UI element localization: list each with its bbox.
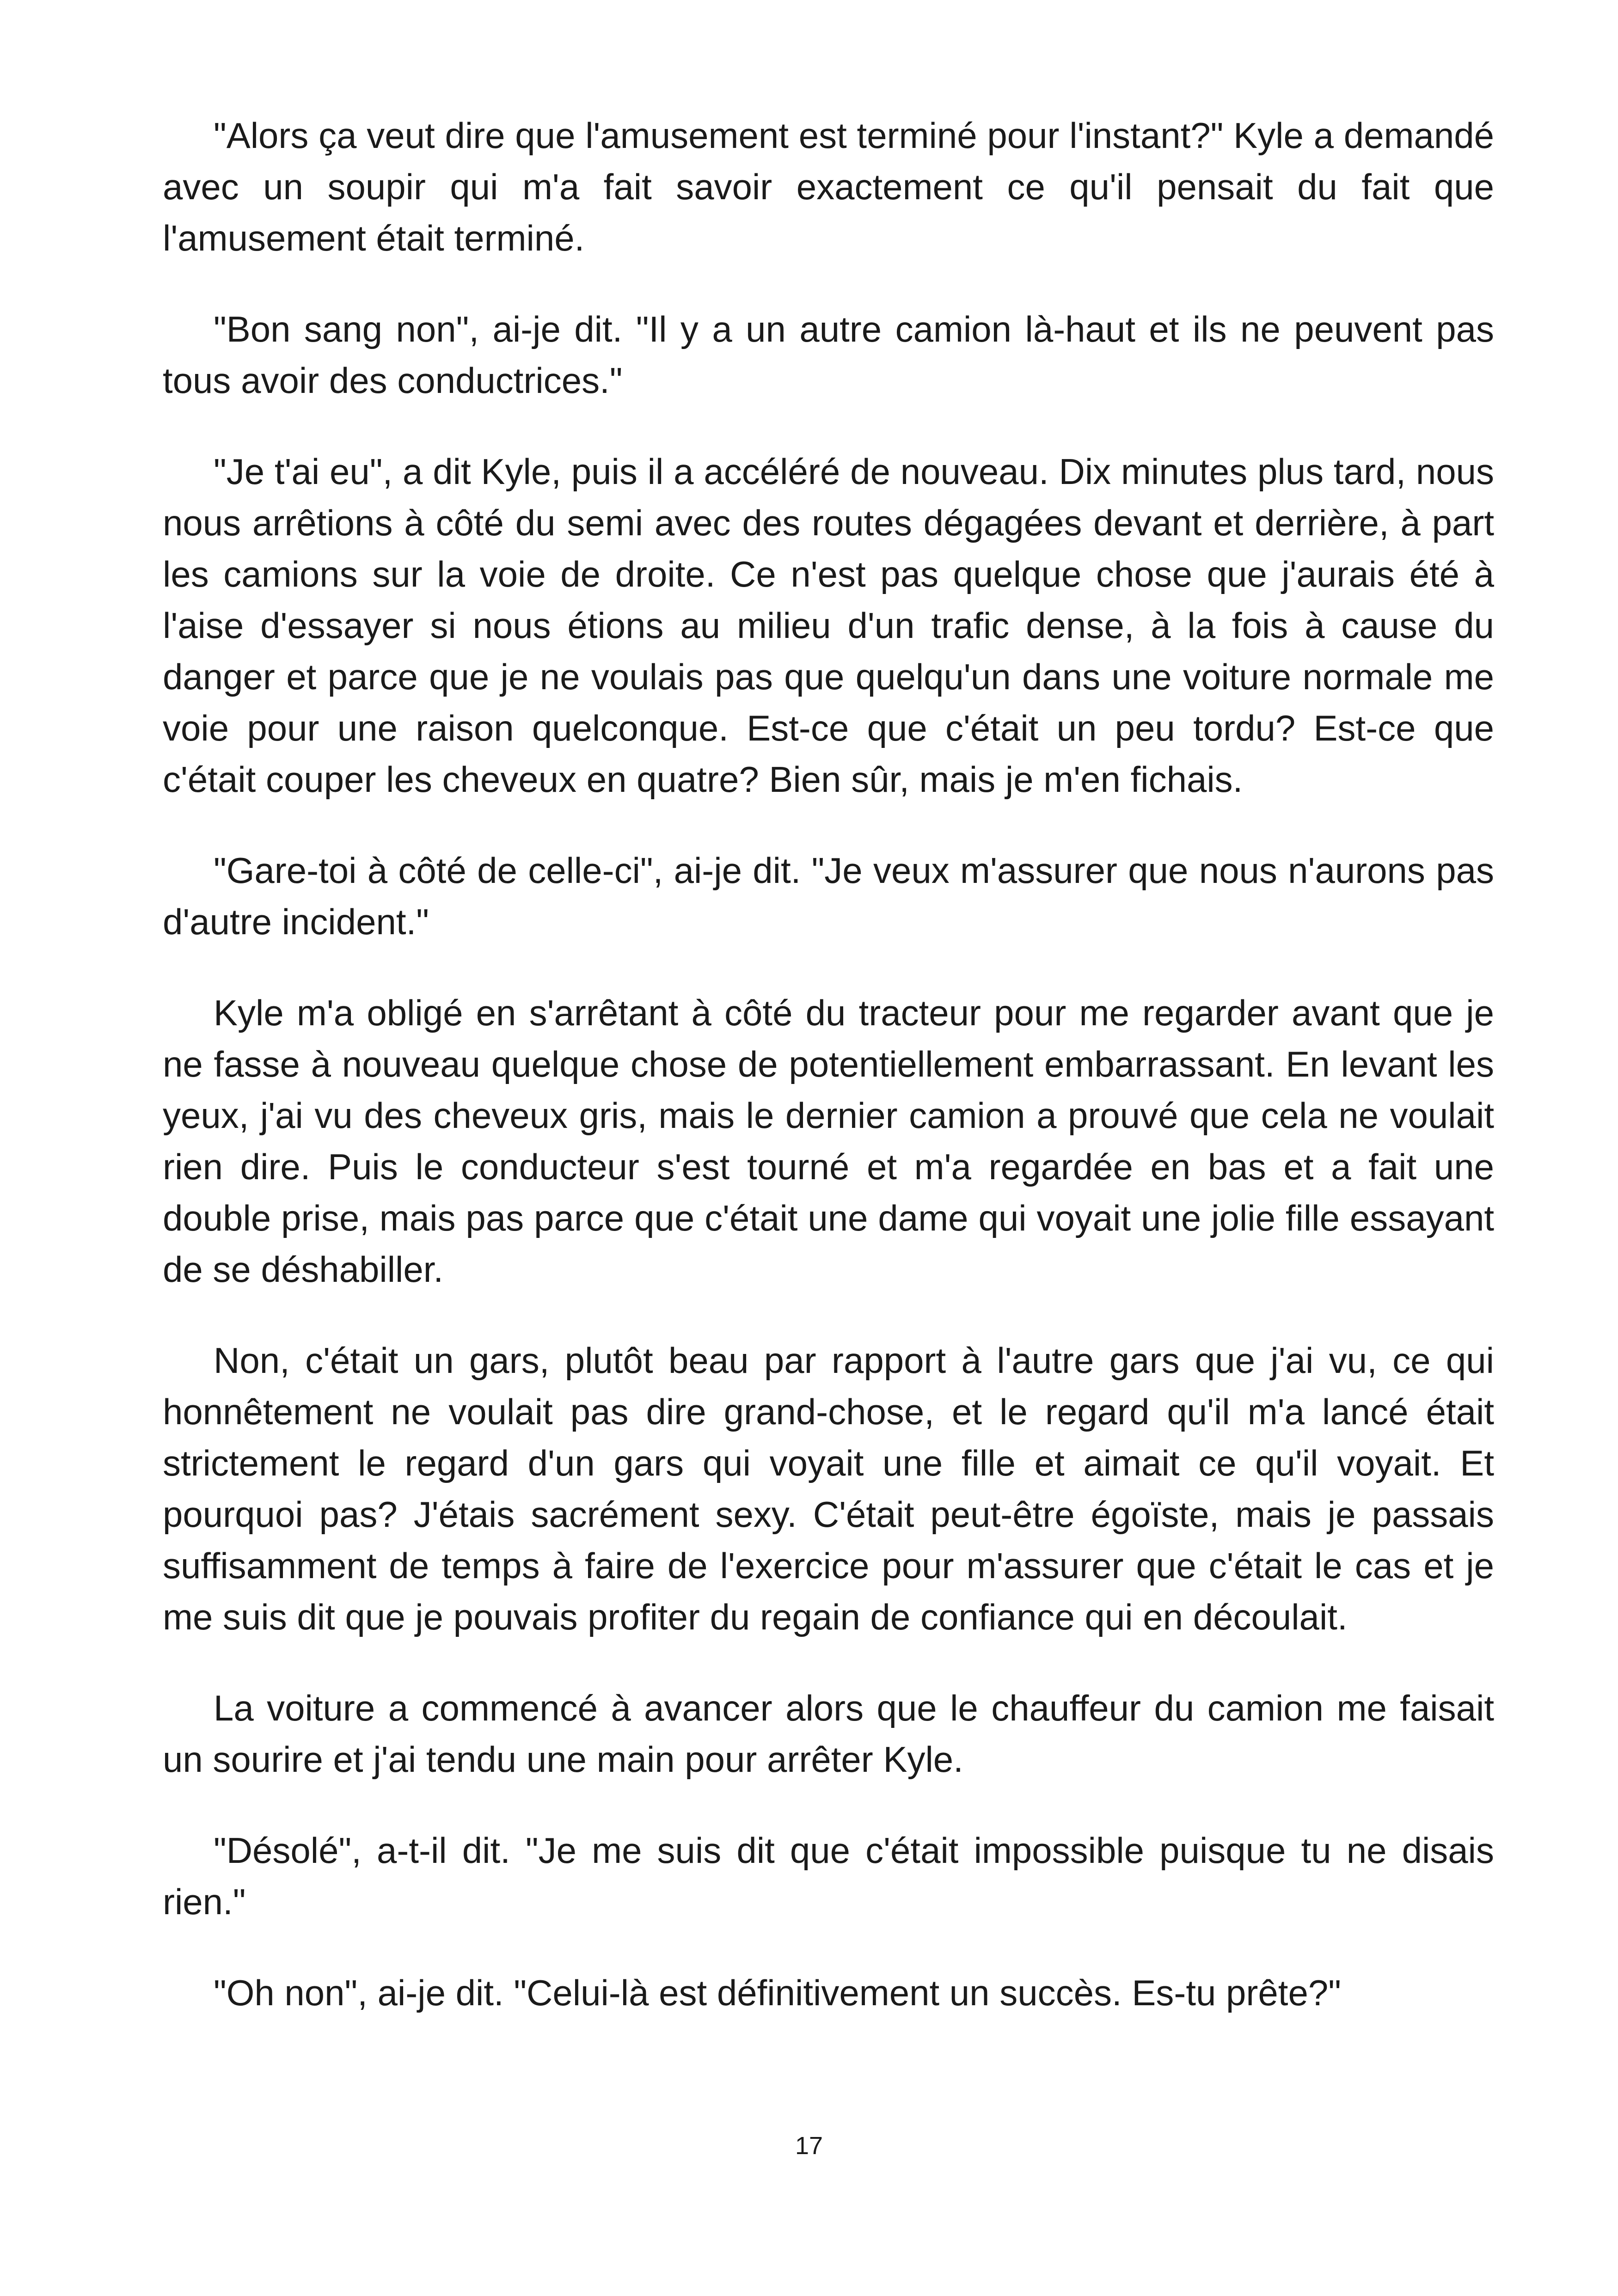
page-number: 17 bbox=[795, 2132, 823, 2160]
paragraph: "Alors ça veut dire que l'amusement est terminé pour l'instant?" Kyle a demandé avec un soupir qui m'a fait savoir exactement ce qu'il pensait du fait que l'amusement était terminé. bbox=[163, 115, 1494, 258]
paragraph: La voiture a commencé à avancer alors que le chauffeur du camion me faisait un sourire et j'ai tendu une main pour arrêter Kyle. bbox=[163, 1688, 1494, 1780]
paragraph: "Je t'ai eu", a dit Kyle, puis il a accéléré de nouveau. Dix minutes plus tard, nous nous arrêtions à côté du semi avec des routes dégagées devant et derrière, à part les camions sur la voie de droite. Ce n'est pas quelque chose que j'aurais été à l'aise d'essayer si nous étions au milieu d'un trafic dense, à la fois à cause du danger et parce que je ne voulais pas que quelqu'un dans une voiture normale me voie pour une raison quelconque. Est-ce que c'était un peu tordu? Est-ce que c'était couper les cheveux en quatre? Bien sûr, mais je m'en fichais. bbox=[163, 451, 1494, 800]
paragraph: "Oh non", ai-je dit. "Celui-là est définitivement un succès. Es-tu prête?" bbox=[214, 1972, 1341, 2013]
paragraph: "Désolé", a-t-il dit. "Je me suis dit que c'était impossible puisque tu ne disais rien." bbox=[163, 1830, 1494, 1922]
text-body bbox=[163, 110, 1494, 2058]
paragraph: Non, c'était un gars, plutôt beau par rapport à l'autre gars que j'ai vu, ce qui honnêtement ne voulait pas dire grand-chose, et le regard qu'il m'a lancé était strictement le regard d'un gars qui voyait une fille et aimait ce qu'il voyait. Et pourquoi pas? J'étais sacrément sexy. C'était peut-être égoïste, mais je passais suffisamment de temps à faire de l'exercice pour m'assurer que c'était le cas et je me suis dit que je pouvais profiter du regain de confiance qui en découlait. bbox=[163, 1340, 1494, 1637]
paragraph: "Bon sang non", ai-je dit. "Il y a un autre camion là-haut et ils ne peuvent pas tous avoir des conductrices." bbox=[163, 309, 1494, 401]
paragraph: "Gare-toi à côté de celle-ci", ai-je dit. "Je veux m'assurer que nous n'aurons pas d'autre incident." bbox=[163, 850, 1494, 942]
paragraph: Kyle m'a obligé en s'arrêtant à côté du tracteur pour me regarder avant que je ne fasse à nouveau quelque chose de potentiellement embarrassant. En levant les yeux, j'ai vu des cheveux gris, mais le dernier camion a prouvé que cela ne voulait rien dire. Puis le conducteur s'est tourné et m'a regardée en bas et a fait une double prise, mais pas parce que c'était une dame qui voyait une jolie fille essayant de se déshabiller. bbox=[163, 992, 1494, 1290]
